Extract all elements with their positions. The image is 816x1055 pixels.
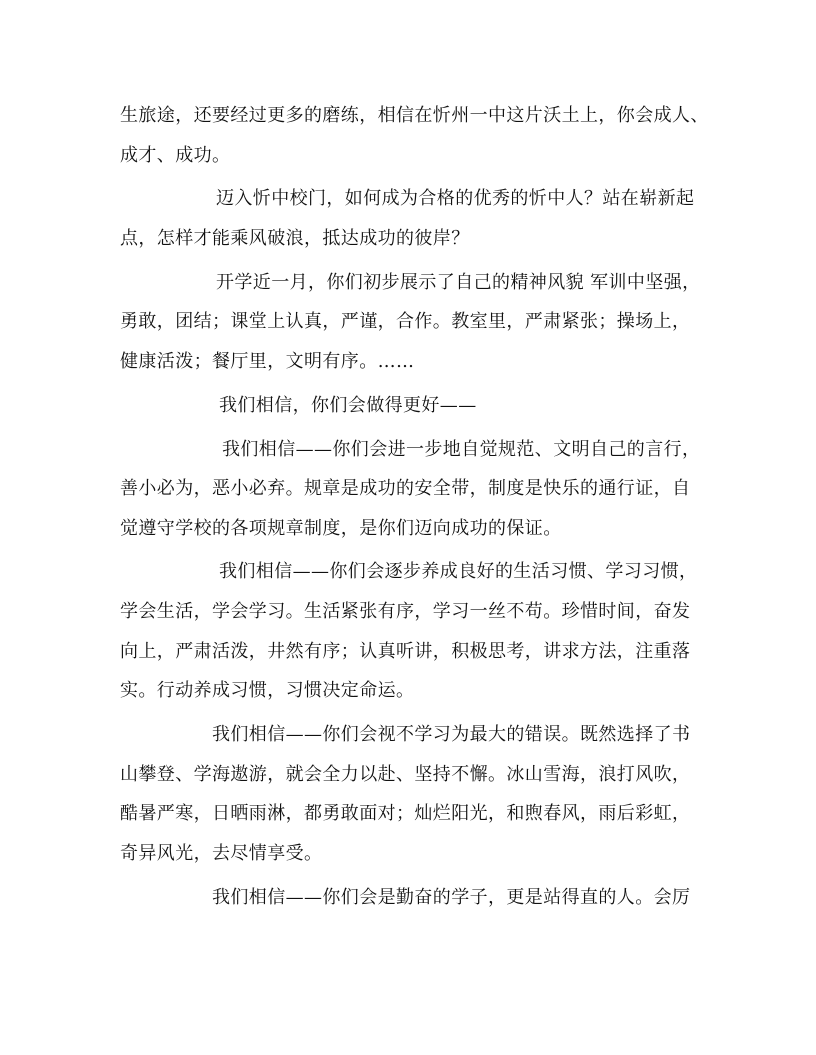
- text-line: 山攀登、学海遨游，就会全力以赴、坚持不懈。冰山雪海，浪打风吹，: [120, 763, 691, 785]
- paragraph-start-line: 我们相信——你们会进一步地自觉规范、文明自己的言行，: [222, 438, 701, 460]
- paragraph-start-line: 我们相信，你们会做得更好——: [219, 394, 477, 416]
- paragraph-start-line: 迈入忻中校门，如何成为合格的优秀的忻中人？站在崭新起: [216, 188, 695, 210]
- text-line: 善小必为，恶小必弃。规章是成功的安全带，制度是快乐的通行证，自: [120, 478, 691, 500]
- paragraph-start-line: 我们相信——你们会视不学习为最大的错误。既然选择了书: [212, 724, 691, 746]
- text-line: 学会生活，学会学习。生活紧张有序，学习一丝不苟。珍惜时间，奋发: [120, 601, 691, 623]
- text-line: 健康活泼；餐厅里，文明有序。……: [120, 350, 415, 372]
- text-line: 生旅途，还要经过更多的磨练，相信在忻州一中这片沃土上，你会成人、: [120, 105, 709, 126]
- text-line: 成才、成功。: [120, 144, 231, 166]
- text-line: 实。行动养成习惯，习惯决定命运。: [120, 680, 415, 702]
- text-line: 酷暑严寒，日晒雨淋，都勇敢面对；灿烂阳光，和煦春风，雨后彩虹，: [120, 803, 691, 825]
- paragraph-start-line: 开学近一月，你们初步展示了自己的精神风貌 军训中坚强，: [216, 271, 701, 293]
- text-line: 向上，严肃活泼，井然有序；认真听讲，积极思考，讲求方法，注重落: [120, 640, 691, 662]
- text-line: 觉遵守学校的各项规章制度，是你们迈向成功的保证。: [120, 517, 562, 539]
- paragraph-start-line: 我们相信——你们会是勤奋的学子，更是站得直的人。会厉: [212, 886, 691, 908]
- paragraph-start-line: 我们相信——你们会逐步养成良好的生活习惯、学习习惯，: [219, 561, 698, 583]
- text-line: 点，怎样才能乘风破浪，抵达成功的彼岸？: [120, 227, 470, 249]
- document-body: [120, 96, 709, 917]
- text-line: 勇敢，团结；课堂上认真，严谨，合作。教室里，严肃紧张；操场上，: [120, 311, 691, 333]
- text-line: 奇异风光，去尽情享受。: [120, 842, 323, 864]
